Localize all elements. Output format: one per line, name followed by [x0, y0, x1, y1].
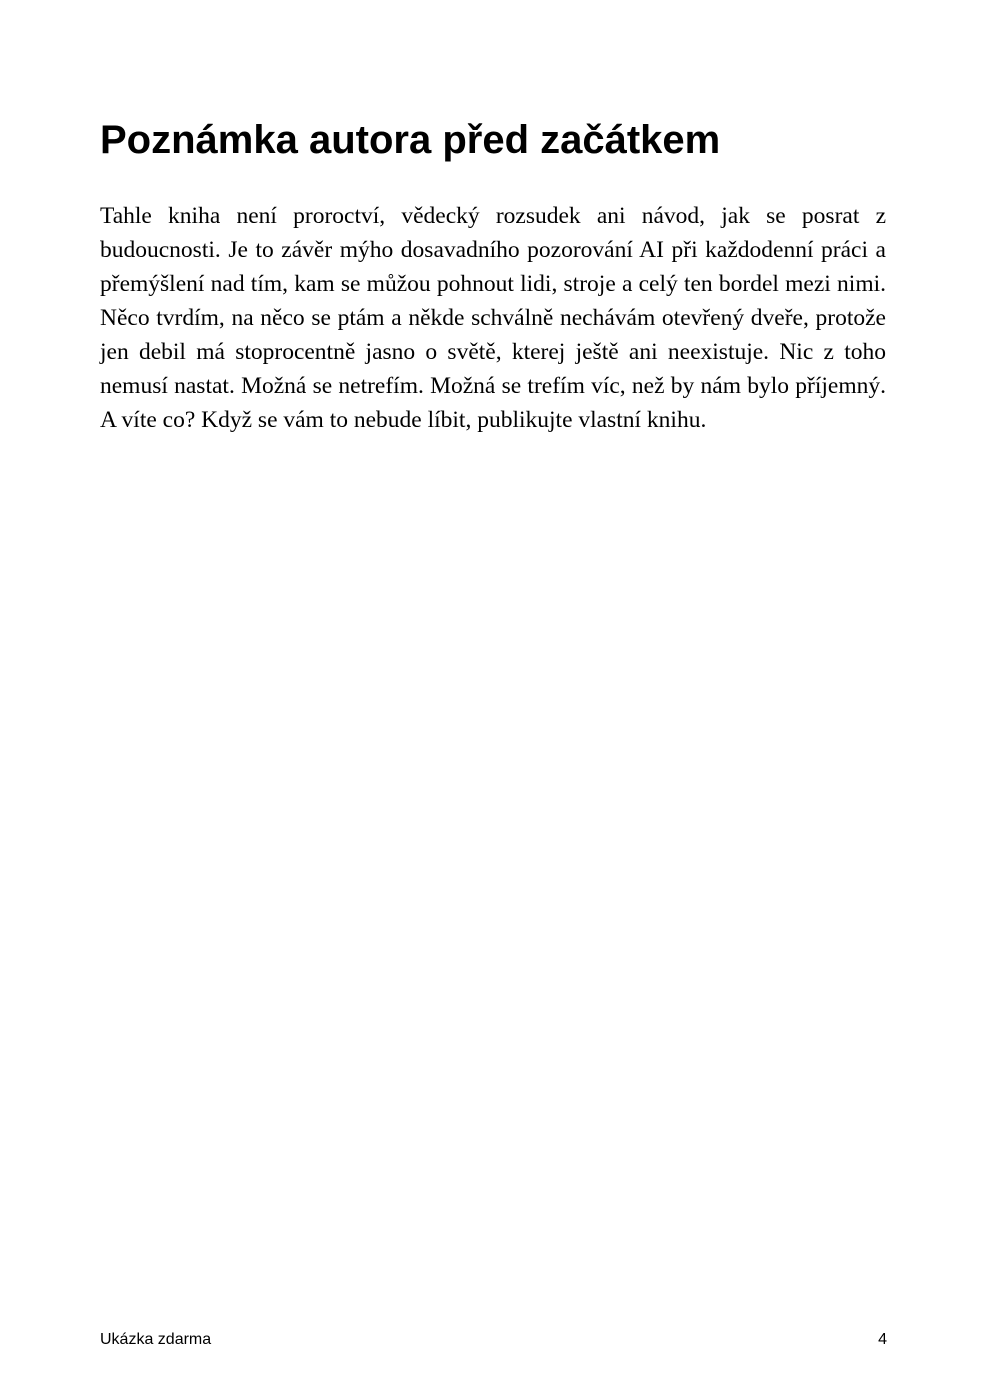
footer-label: Ukázka zdarma: [100, 1331, 212, 1348]
page-number: 4: [878, 1331, 887, 1348]
page-title: Poznámka autora před začátkem: [100, 118, 721, 162]
body-paragraph: Tahle kniha není proroctví, vědecký rozsudek ani návod, jak se posrat z budoucnosti. Je to závěr mýho dosavadního pozorování AI při každodenní práci a přemýšlení nad tím, kam se můžou pohnout lidi, stroje a celý ten bordel mezi nimi. Něco tvrdím, na něco se ptám a někde schválně nechávám otevřený dveře, protože jen debil má stoprocentně jasno o světě, kterej ještě ani neexistuje. Nic z toho nemusí nastat. Možná se netrefím. Možná se trefím víc, než by nám bylo příjemný. A víte co? Když se vám to nebude líbit, publikujte vlastní knihu.: [100, 203, 886, 433]
